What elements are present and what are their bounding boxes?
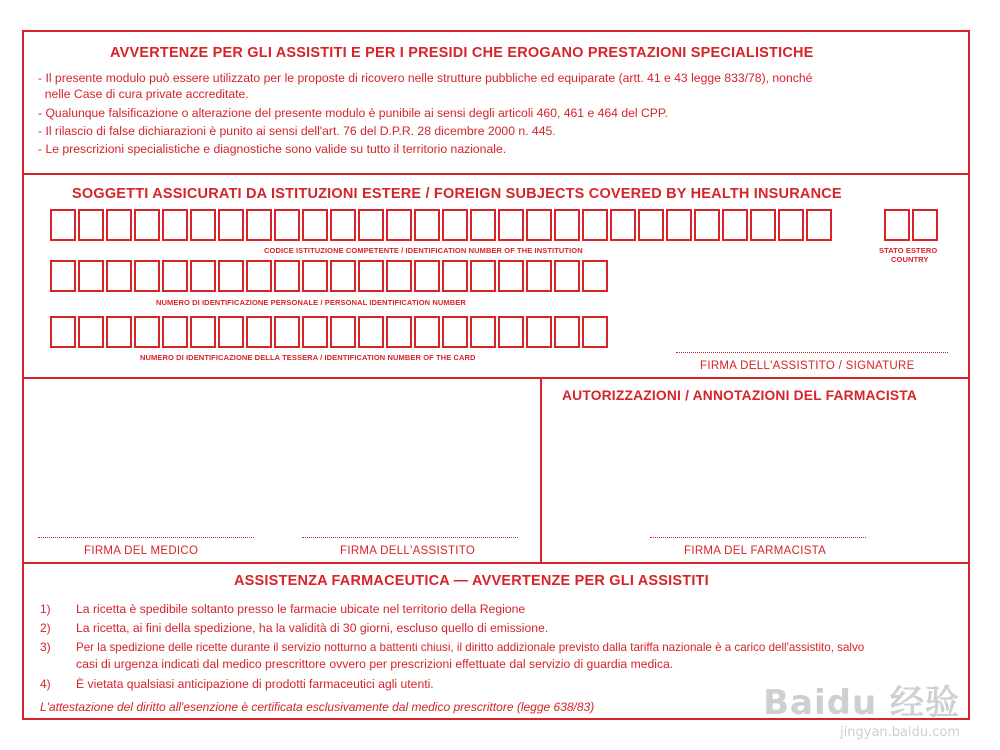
- card-id-boxes[interactable]: [50, 316, 610, 348]
- warning-line-2: - Qualunque falsificazione o alterazione del presente modulo è punibile ai sensi degli articoli 460, 461 e 464 del CPP.: [38, 106, 668, 120]
- pharmacist-signature-line[interactable]: [650, 537, 866, 538]
- pharma-item-1-num: 1): [40, 602, 51, 616]
- country-char-box[interactable]: [884, 209, 910, 241]
- pharma-item-3-text-2: casi di urgenza indicati dal medico prescrittore ovvero per prescrizioni effettuate dal servizio di guardia medica.: [76, 657, 674, 671]
- card-id-char-box[interactable]: [274, 316, 300, 348]
- institution-code-char-box[interactable]: [302, 209, 328, 241]
- patient-signature-line[interactable]: [302, 537, 518, 538]
- personal-id-char-box[interactable]: [106, 260, 132, 292]
- institution-code-char-box[interactable]: [50, 209, 76, 241]
- personal-id-char-box[interactable]: [218, 260, 244, 292]
- warnings-specialist-title: AVVERTENZE PER GLI ASSISTITI E PER I PRESIDI CHE EROGANO PRESTAZIONI SPECIALISTICHE: [110, 45, 814, 61]
- institution-code-char-box[interactable]: [470, 209, 496, 241]
- baidu-watermark-url: jingyan.baidu.com: [840, 725, 960, 740]
- personal-id-caption: NUMERO DI IDENTIFICAZIONE PERSONALE / PERSONAL IDENTIFICATION NUMBER: [156, 298, 466, 307]
- country-caption-2: COUNTRY: [891, 255, 929, 264]
- personal-id-char-box[interactable]: [442, 260, 468, 292]
- personal-id-char-box[interactable]: [498, 260, 524, 292]
- country-caption-1: STATO ESTERO: [879, 246, 938, 255]
- card-id-char-box[interactable]: [134, 316, 160, 348]
- foreign-signature-label: FIRMA DELL'ASSISTITO / SIGNATURE: [700, 360, 915, 372]
- doctor-signature-label: FIRMA DEL MEDICO: [84, 545, 199, 557]
- institution-code-char-box[interactable]: [134, 209, 160, 241]
- personal-id-char-box[interactable]: [302, 260, 328, 292]
- warning-line-4: - Le prescrizioni specialistiche e diagnostiche sono valide su tutto il territorio nazionale.: [38, 142, 507, 156]
- institution-code-char-box[interactable]: [330, 209, 356, 241]
- personal-id-char-box[interactable]: [386, 260, 412, 292]
- card-id-char-box[interactable]: [582, 316, 608, 348]
- institution-code-char-box[interactable]: [218, 209, 244, 241]
- prescription-form-back: [22, 30, 970, 720]
- pharma-item-2-num: 2): [40, 621, 51, 635]
- pharma-item-1-text: La ricetta è spedibile soltanto presso le farmacie ubicate nel territorio della Regione: [76, 602, 526, 616]
- institution-code-char-box[interactable]: [498, 209, 524, 241]
- personal-id-char-box[interactable]: [246, 260, 272, 292]
- personal-id-boxes[interactable]: [50, 260, 610, 292]
- institution-code-char-box[interactable]: [778, 209, 804, 241]
- card-id-char-box[interactable]: [106, 316, 132, 348]
- personal-id-char-box[interactable]: [582, 260, 608, 292]
- patient-signature-label: FIRMA DELL'ASSISTITO: [340, 545, 476, 557]
- institution-caption: CODICE ISTITUZIONE COMPETENTE / IDENTIFICATION NUMBER OF THE INSTITUTION: [264, 246, 583, 255]
- personal-id-char-box[interactable]: [414, 260, 440, 292]
- card-id-char-box[interactable]: [414, 316, 440, 348]
- card-id-caption: NUMERO DI IDENTIFICAZIONE DELLA TESSERA / IDENTIFICATION NUMBER OF THE CARD: [140, 353, 476, 362]
- institution-code-char-box[interactable]: [610, 209, 636, 241]
- institution-code-char-box[interactable]: [694, 209, 720, 241]
- warning-line-3: - Il rilascio di false dichiarazioni è punito ai sensi dell'art. 76 del D.P.R. 28 dicembre 2000 n. 445.: [38, 124, 556, 138]
- card-id-char-box[interactable]: [190, 316, 216, 348]
- baidu-watermark-logo: Baidu 经验: [763, 683, 960, 723]
- institution-code-boxes[interactable]: [50, 209, 834, 241]
- card-id-char-box[interactable]: [498, 316, 524, 348]
- personal-id-char-box[interactable]: [526, 260, 552, 292]
- card-id-char-box[interactable]: [246, 316, 272, 348]
- institution-code-char-box[interactable]: [106, 209, 132, 241]
- institution-code-char-box[interactable]: [162, 209, 188, 241]
- pharma-item-4-num: 4): [40, 677, 51, 691]
- personal-id-char-box[interactable]: [358, 260, 384, 292]
- institution-code-char-box[interactable]: [806, 209, 832, 241]
- card-id-char-box[interactable]: [526, 316, 552, 348]
- institution-code-char-box[interactable]: [638, 209, 664, 241]
- institution-code-char-box[interactable]: [190, 209, 216, 241]
- pharma-footer: L'attestazione del diritto all'esenzione è certificata esclusivamente dal medico prescrittore (legge 638/83): [40, 700, 595, 714]
- institution-code-char-box[interactable]: [666, 209, 692, 241]
- pharma-item-4-text: È vietata qualsiasi anticipazione di prodotti farmaceutici agli utenti.: [76, 677, 434, 691]
- foreign-subjects-title: SOGGETTI ASSICURATI DA ISTITUZIONI ESTERE / FOREIGN SUBJECTS COVERED BY HEALTH INSURANCE: [72, 186, 842, 202]
- personal-id-char-box[interactable]: [470, 260, 496, 292]
- card-id-char-box[interactable]: [442, 316, 468, 348]
- institution-code-char-box[interactable]: [750, 209, 776, 241]
- card-id-char-box[interactable]: [358, 316, 384, 348]
- institution-code-char-box[interactable]: [582, 209, 608, 241]
- personal-id-char-box[interactable]: [50, 260, 76, 292]
- pharma-item-3-text-1: Per la spedizione delle ricette durante il servizio notturno a battenti chiusi, il diritto addizionale previsto dalla tariffa nazionale è a carico dell'assistito, salvo: [76, 641, 865, 654]
- institution-code-char-box[interactable]: [526, 209, 552, 241]
- card-id-char-box[interactable]: [386, 316, 412, 348]
- personal-id-char-box[interactable]: [274, 260, 300, 292]
- institution-code-char-box[interactable]: [386, 209, 412, 241]
- institution-code-char-box[interactable]: [722, 209, 748, 241]
- pharmacist-signature-label: FIRMA DEL FARMACISTA: [684, 545, 827, 557]
- warning-line-1: - Il presente modulo può essere utilizzato per le proposte di ricovero nelle strutture pubbliche ed equiparate (artt. 41 e 43 legge 833/78), nonché: [38, 71, 813, 85]
- foreign-signature-line[interactable]: [676, 352, 948, 353]
- divider-1: [24, 173, 968, 175]
- pharmacist-title: AUTORIZZAZIONI / ANNOTAZIONI DEL FARMACISTA: [562, 388, 918, 403]
- institution-code-char-box[interactable]: [554, 209, 580, 241]
- card-id-char-box[interactable]: [330, 316, 356, 348]
- institution-code-char-box[interactable]: [414, 209, 440, 241]
- card-id-char-box[interactable]: [50, 316, 76, 348]
- country-char-box[interactable]: [912, 209, 938, 241]
- institution-code-char-box[interactable]: [358, 209, 384, 241]
- pharma-item-3-num: 3): [40, 640, 51, 654]
- personal-id-char-box[interactable]: [78, 260, 104, 292]
- institution-code-char-box[interactable]: [246, 209, 272, 241]
- warning-line-1b: nelle Case di cura private accreditate.: [38, 87, 249, 101]
- institution-code-char-box[interactable]: [442, 209, 468, 241]
- pharma-title: ASSISTENZA FARMACEUTICA — AVVERTENZE PER GLI ASSISTITI: [234, 573, 709, 589]
- doctor-signature-line[interactable]: [38, 537, 254, 538]
- personal-id-char-box[interactable]: [134, 260, 160, 292]
- institution-code-char-box[interactable]: [274, 209, 300, 241]
- divider-vertical: [540, 377, 542, 562]
- divider-3: [24, 562, 968, 564]
- personal-id-char-box[interactable]: [330, 260, 356, 292]
- card-id-char-box[interactable]: [470, 316, 496, 348]
- card-id-char-box[interactable]: [218, 316, 244, 348]
- card-id-char-box[interactable]: [302, 316, 328, 348]
- card-id-char-box[interactable]: [162, 316, 188, 348]
- country-boxes[interactable]: [884, 209, 940, 241]
- card-id-char-box[interactable]: [78, 316, 104, 348]
- personal-id-char-box[interactable]: [190, 260, 216, 292]
- institution-code-char-box[interactable]: [78, 209, 104, 241]
- card-id-char-box[interactable]: [554, 316, 580, 348]
- personal-id-char-box[interactable]: [554, 260, 580, 292]
- pharma-item-2-text: La ricetta, ai fini della spedizione, ha la validità di 30 giorni, escluso quello di emissione.: [76, 621, 549, 635]
- divider-2: [24, 377, 968, 379]
- personal-id-char-box[interactable]: [162, 260, 188, 292]
